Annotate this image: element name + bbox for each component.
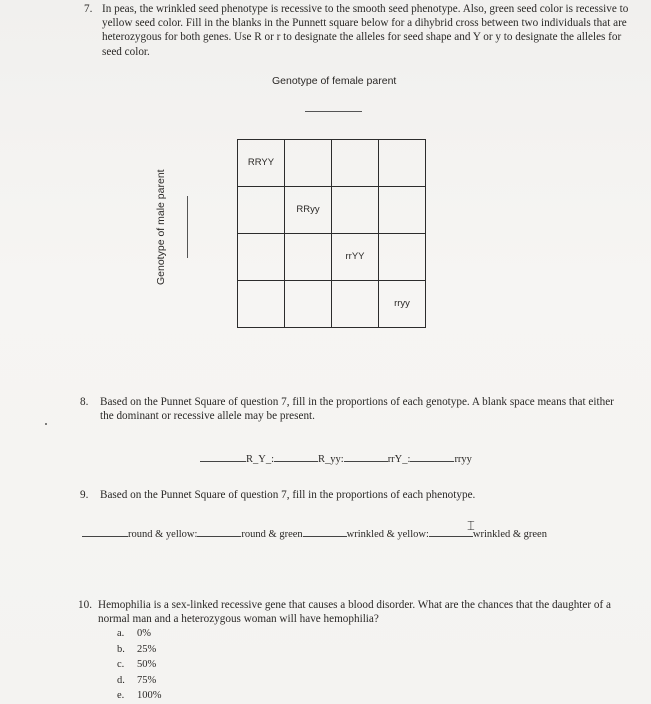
answer-blank[interactable]: [410, 452, 454, 462]
punnett-square: [237, 139, 426, 328]
phenotype-proportions-row: [82, 527, 547, 540]
punnett-cell[interactable]: [285, 281, 332, 328]
punnett-cell[interactable]: [285, 140, 332, 187]
answer-blank[interactable]: [82, 527, 128, 537]
question-text: In peas, the wrinkled seed phenotype is recessive to the smooth seed phenotype. Also, green seed color is recessive to yellow seed color. Fill in the blanks in the Punnett square below for a dihybrid cross between two individuals that are heterozygous for both genes. Use R or r to designate the alleles for seed shape and Y or y to designate the alleles for seed color.: [102, 3, 629, 58]
genotype-label: R_yy:: [318, 454, 344, 465]
question-text: Based on the Punnet Square of question 7, fill in the proportions of each genotype. A blank space means that either the dominant or recessive allele may be present.: [100, 396, 614, 423]
phenotype-label: round & green: [241, 529, 303, 540]
option-c[interactable]: c. 50%: [117, 659, 157, 671]
punnett-cell[interactable]: [332, 187, 379, 234]
phenotype-label: round & yellow:: [128, 529, 198, 540]
punnett-cell[interactable]: [379, 234, 426, 281]
genotype-label: rrY_:: [387, 454, 411, 465]
punnett-cell[interactable]: RRyy: [285, 187, 332, 234]
punnett-cell[interactable]: [379, 187, 426, 234]
question-7: [84, 2, 629, 59]
option-b[interactable]: b. 25%: [117, 643, 157, 655]
punnett-cell[interactable]: rryy: [379, 281, 426, 328]
question-number: 8.: [80, 396, 89, 408]
punnett-cell[interactable]: [379, 140, 426, 187]
question-10: [78, 598, 618, 626]
answer-blank[interactable]: [200, 452, 246, 462]
punnett-cell[interactable]: rrYY: [332, 234, 379, 281]
male-parent-label: Genotype of male parent: [155, 169, 167, 285]
punnett-cell[interactable]: [332, 140, 379, 187]
question-8: [80, 395, 620, 423]
punnett-cell[interactable]: [285, 234, 332, 281]
female-genotype-blank[interactable]: [305, 111, 362, 112]
female-parent-label: Genotype of female parent: [272, 75, 397, 87]
phenotype-label: wrinkled & green: [472, 529, 547, 540]
genotype-proportions-row: [200, 452, 472, 465]
question-text: Hemophilia is a sex-linked recessive gene that causes a blood disorder. What are the chances that the daughter of a normal man and a heterozygous woman will have hemophilia?: [98, 599, 611, 626]
answer-blank[interactable]: [197, 527, 241, 537]
answer-options: [117, 626, 162, 704]
punnett-cell[interactable]: [238, 187, 285, 234]
genotype-label: R_Y_:: [246, 454, 275, 465]
answer-blank[interactable]: [303, 527, 347, 537]
text-cursor-icon: ⌶: [467, 519, 475, 534]
answer-blank[interactable]: [344, 452, 388, 462]
stray-mark: [45, 423, 47, 425]
question-number: 9.: [80, 489, 89, 501]
question-number: 7.: [84, 3, 93, 15]
option-a[interactable]: a. 0%: [117, 628, 151, 639]
male-genotype-blank[interactable]: [187, 196, 188, 258]
question-9: [80, 488, 620, 502]
punnett-cell[interactable]: RRYY: [238, 140, 285, 187]
question-number: 10.: [78, 599, 92, 611]
punnett-cell[interactable]: [238, 281, 285, 328]
punnett-cell[interactable]: [238, 234, 285, 281]
option-e[interactable]: e. 100%: [117, 690, 162, 702]
genotype-label: rryy: [454, 454, 472, 465]
phenotype-label: wrinkled & yellow:: [346, 529, 429, 540]
question-text: Based on the Punnet Square of question 7, fill in the proportions of each phenotype.: [100, 489, 476, 501]
option-d[interactable]: d. 75%: [117, 674, 157, 686]
punnett-cell[interactable]: [332, 281, 379, 328]
answer-blank[interactable]: [274, 452, 318, 462]
